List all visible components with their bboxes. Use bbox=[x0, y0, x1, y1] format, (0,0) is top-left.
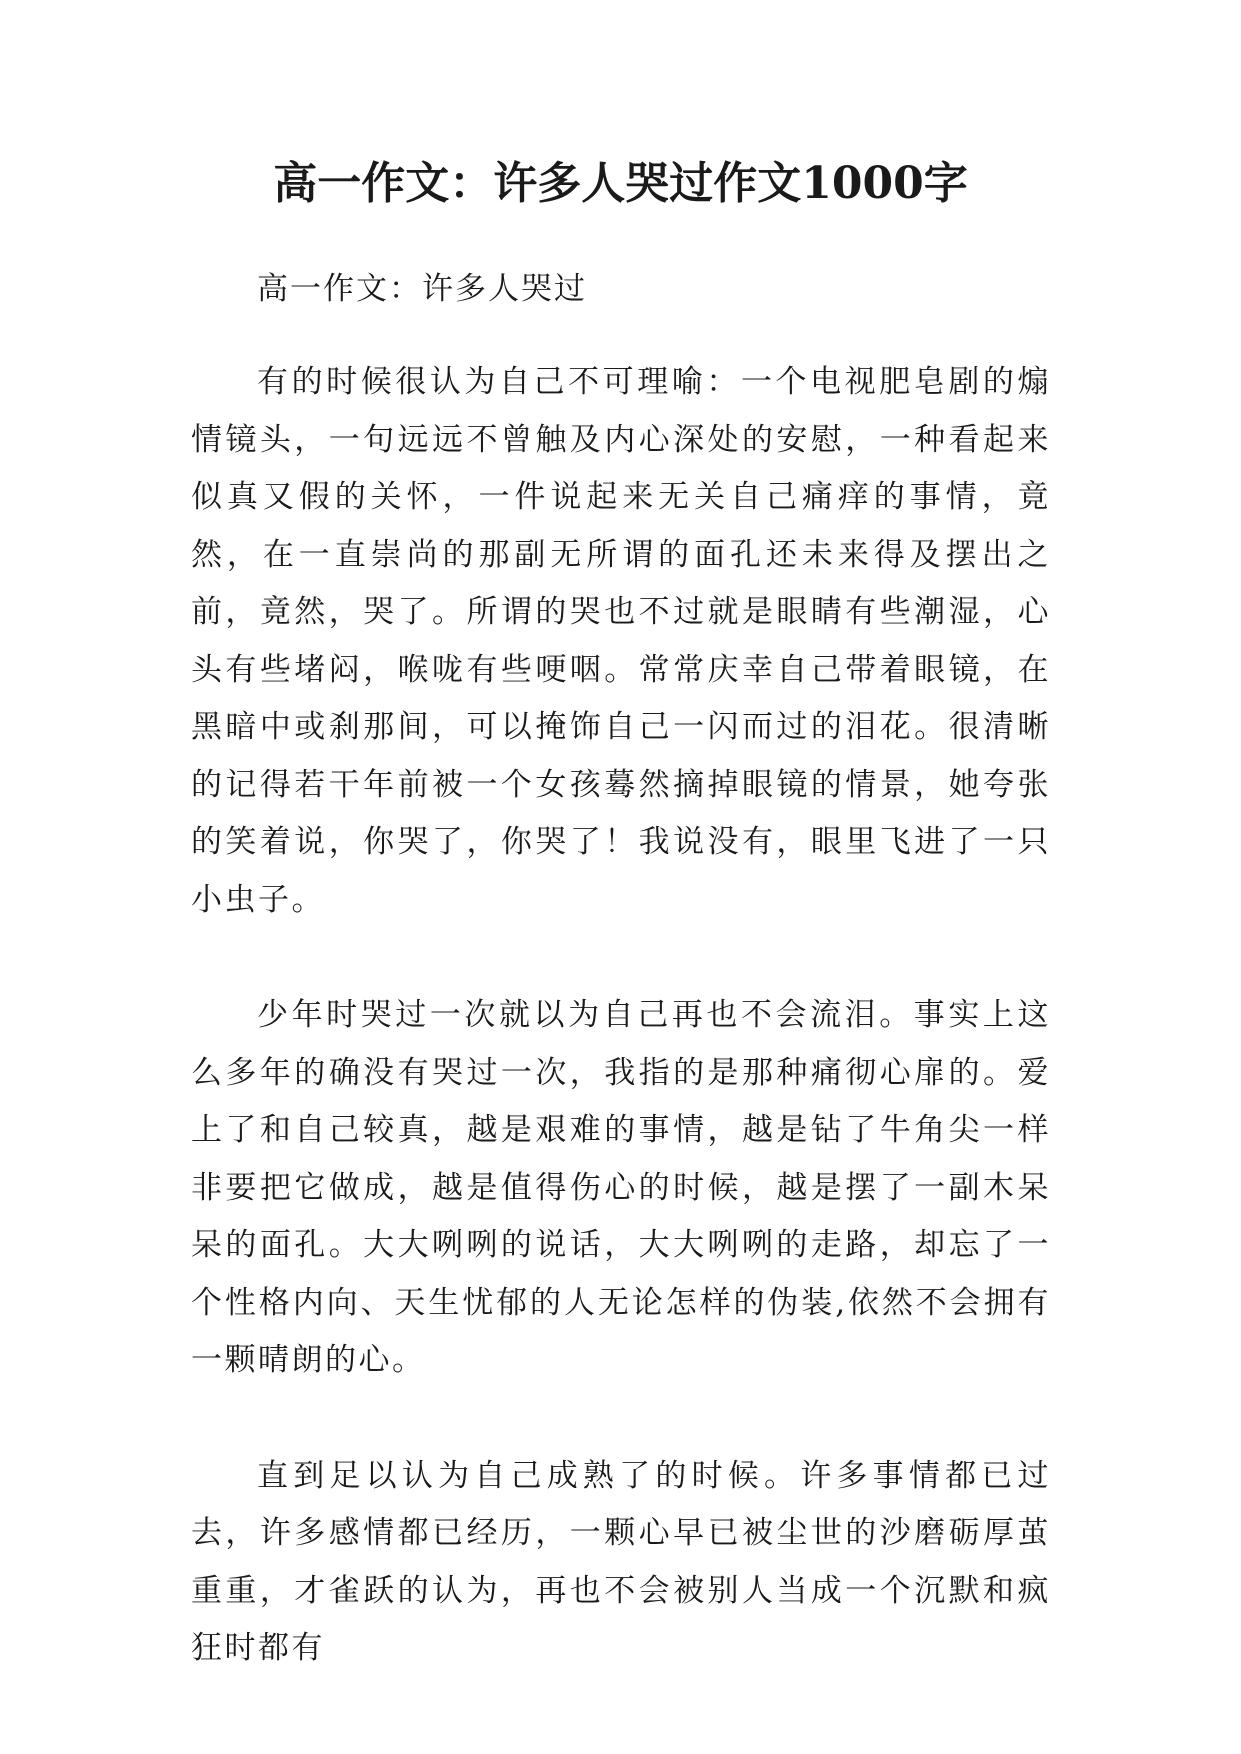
paragraph-3: 直到足以认为自己成熟了的时候。许多事情都已过去，许多感情都已经历，一颗心早已被尘世的沙磨砺厚茧重重，才雀跃的认为，再也不会被别人当成一个沉默和疯狂时都有 bbox=[191, 1457, 1051, 1666]
document-body bbox=[191, 260, 1051, 1736]
paragraph-1: 有的时候很认为自己不可理喻：一个电视肥皂剧的煽情镜头，一句远远不曾触及内心深处的安慰，一种看起来似真又假的关怀，一件说起来无关自己痛痒的事情，竟然，在一直崇尚的那副无所谓的面孔还未来得及摆出之前，竟然，哭了。所谓的哭也不过就是眼睛有些潮湿，心头有些堵闷，喉咙有些哽咽。常常庆幸自己带着眼镜，在黑暗中或刹那间，可以掩饰自己一闪而过的泪花。很清晰的记得若干年前被一个女孩蓦然摘掉眼镜的情景，她夸张的笑着说，你哭了，你哭了！我说没有，眼里飞进了一只小虫子。 bbox=[191, 364, 1051, 918]
document-subtitle: 高一作文：许多人哭过 bbox=[257, 271, 587, 307]
paragraph-2: 少年时哭过一次就以为自己再也不会流泪。事实上这么多年的确没有哭过一次，我指的是那种痛彻心扉的。爱上了和自己较真，越是艰难的事情，越是钻了牛角尖一样非要把它做成，越是值得伤心的时候，越是摆了一副木呆呆的面孔。大大咧咧的说话，大大咧咧的走路，却忘了一个性格内向、天生忧郁的人无论怎样的伪装,依然不会拥有一颗晴朗的心。 bbox=[191, 997, 1051, 1378]
document-title: 高一作文：许多人哭过作文1000字 bbox=[273, 158, 968, 209]
